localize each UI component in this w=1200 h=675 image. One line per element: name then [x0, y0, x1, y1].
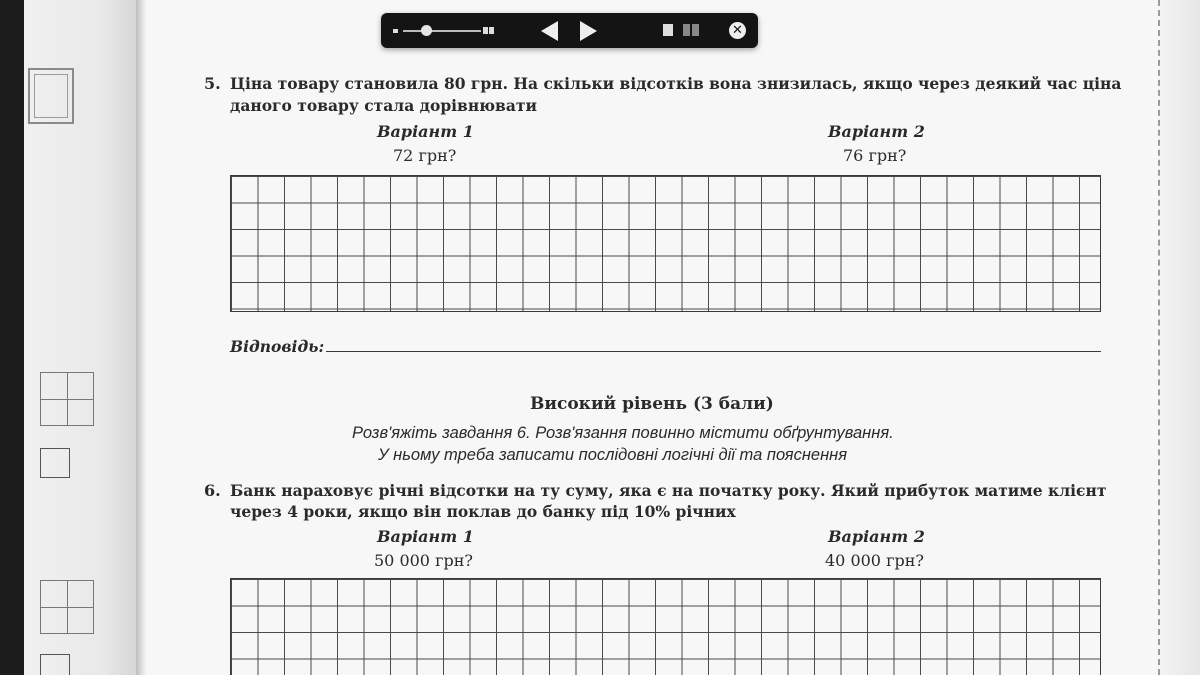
task5-variant1-label: Варіант 1	[377, 122, 474, 141]
task6-variant2-label: Варіант 2	[828, 527, 925, 546]
zoom-slider[interactable]	[403, 30, 481, 32]
page-edge-shade	[1160, 0, 1200, 675]
worksheet-page	[146, 0, 1200, 675]
task5-text-line1: Ціна товару становила 80 грн. На скільки відсотків вона знизилась, якщо через деякий час ціна	[230, 74, 1122, 93]
task5-number: 5.	[204, 74, 221, 93]
close-icon[interactable]: ✕	[729, 22, 746, 39]
single-page-view-icon[interactable]	[663, 24, 673, 36]
task5-variant2-label: Варіант 2	[828, 122, 925, 141]
previous-page-grid	[40, 580, 94, 634]
zoom-slider-handle[interactable]	[421, 25, 432, 36]
task5-answer-label: Відповідь:	[230, 337, 325, 356]
zoom-in-icon[interactable]	[483, 27, 494, 34]
viewer-toolbar	[381, 13, 758, 48]
viewer-left-edge	[0, 0, 24, 675]
task6-variant1-label: Варіант 1	[377, 527, 474, 546]
task6-variant2-value: 40 000 грн?	[825, 551, 924, 570]
task5-answer-line[interactable]	[326, 351, 1101, 352]
previous-page-box	[40, 448, 70, 478]
section-title: Високий рівень (3 бали)	[530, 394, 774, 414]
previous-page-grid	[40, 372, 94, 426]
task6-variant1-value: 50 000 грн?	[374, 551, 473, 570]
task6-work-grid	[230, 578, 1101, 675]
section-instruction-line2: У ньому треба записати послідовні логічні дії та пояснення	[378, 446, 848, 464]
zoom-out-icon[interactable]	[393, 29, 398, 33]
task6-text-line1: Банк нараховує річні відсотки на ту суму, яка є на початку року. Який прибуток матиме клієнт	[230, 481, 1107, 500]
previous-page-icon[interactable]	[541, 21, 558, 41]
task5-variant2-value: 76 грн?	[843, 146, 907, 165]
book-fold	[136, 0, 146, 675]
next-page-icon[interactable]	[580, 21, 597, 41]
previous-page-box	[40, 654, 70, 675]
cut-line	[1158, 0, 1160, 675]
task6-text-line2: через 4 роки, якщо він поклав до банку під 10% річних	[230, 502, 736, 521]
two-page-view-icon[interactable]	[683, 24, 699, 36]
task5-work-grid	[230, 175, 1101, 312]
task5-text-line2: даного товару стала дорівнювати	[230, 96, 537, 115]
section-instruction-line1: Розв'яжіть завдання 6. Розв'язання повинно містити обґрунтування.	[352, 424, 894, 442]
task6-number: 6.	[204, 481, 221, 500]
previous-page-edge	[24, 0, 136, 675]
previous-page-frame	[28, 68, 74, 124]
task5-variant1-value: 72 грн?	[393, 146, 457, 165]
